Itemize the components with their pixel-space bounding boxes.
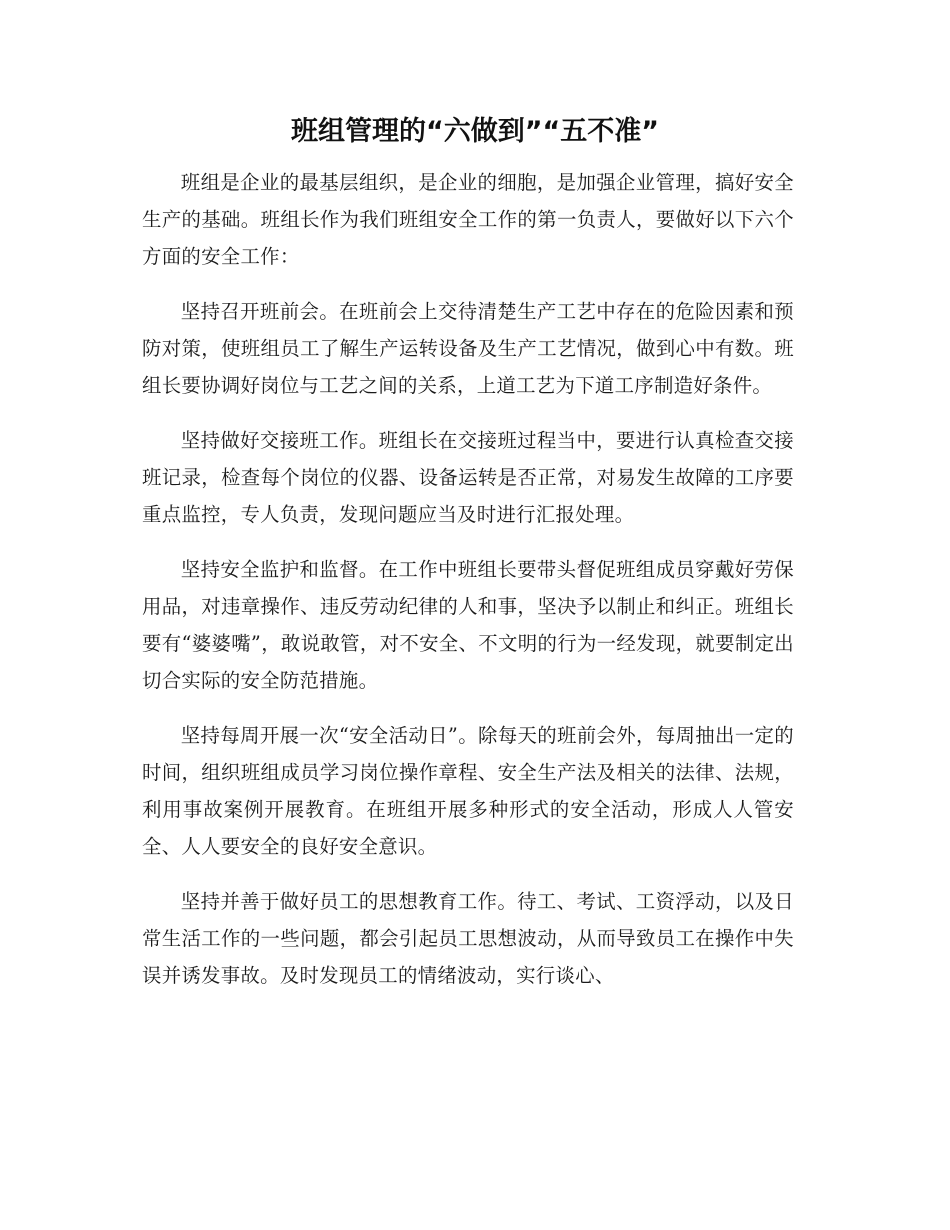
paragraph-intro: 班组是企业的最基层组织，是企业的细胞，是加强企业管理，搞好安全生产的基础。班组长作为我们班组安全工作的第一负责人，要做好以下六个方面的安全工作： bbox=[142, 171, 794, 268]
paragraph-safety-activity-day: 坚持每周开展一次“安全活动日”。除每天的班前会外，每周抽出一定的时间，组织班组成员学习岗位操作章程、安全生产法及相关的法律、法规，利用事故案例开展教育。在班组开展多种形式的安全活动，形成人人管安全、人人要安全的良好安全意识。 bbox=[142, 724, 794, 858]
document-body bbox=[142, 164, 794, 1012]
document-title: 班组管理的“六做到”“五不准” bbox=[291, 116, 659, 147]
paragraph-safety-supervision: 坚持安全监护和监督。在工作中班组长要带头督促班组成员穿戴好劳保用品，对违章操作、违反劳动纪律的人和事，坚决予以制止和纠正。班组长要有“婆婆嘴”，敢说敢管，对不安全、不文明的行为一经发现，就要制定出切合实际的安全防范措施。 bbox=[142, 558, 794, 692]
paragraph-pre-shift-meeting: 坚持召开班前会。在班前会上交待清楚生产工艺中存在的危险因素和预防对策，使班组员工了解生产运转设备及生产工艺情况，做到心中有数。班组长要协调好岗位与工艺之间的关系，上道工艺为下道工序制造好条件。 bbox=[142, 300, 794, 397]
paragraph-shift-handover: 坚持做好交接班工作。班组长在交接班过程当中，要进行认真检查交接班记录，检查每个岗位的仪器、设备运转是否正常，对易发生故障的工序要重点监控，专人负责，发现问题应当及时进行汇报处理。 bbox=[142, 429, 794, 526]
paragraph-ideological-education: 坚持并善于做好员工的思想教育工作。待工、考试、工资浮动，以及日常生活工作的一些问题，都会引起员工思想波动，从而导致员工在操作中失误并诱发事故。及时发现员工的情绪波动，实行谈心、 bbox=[142, 890, 794, 987]
